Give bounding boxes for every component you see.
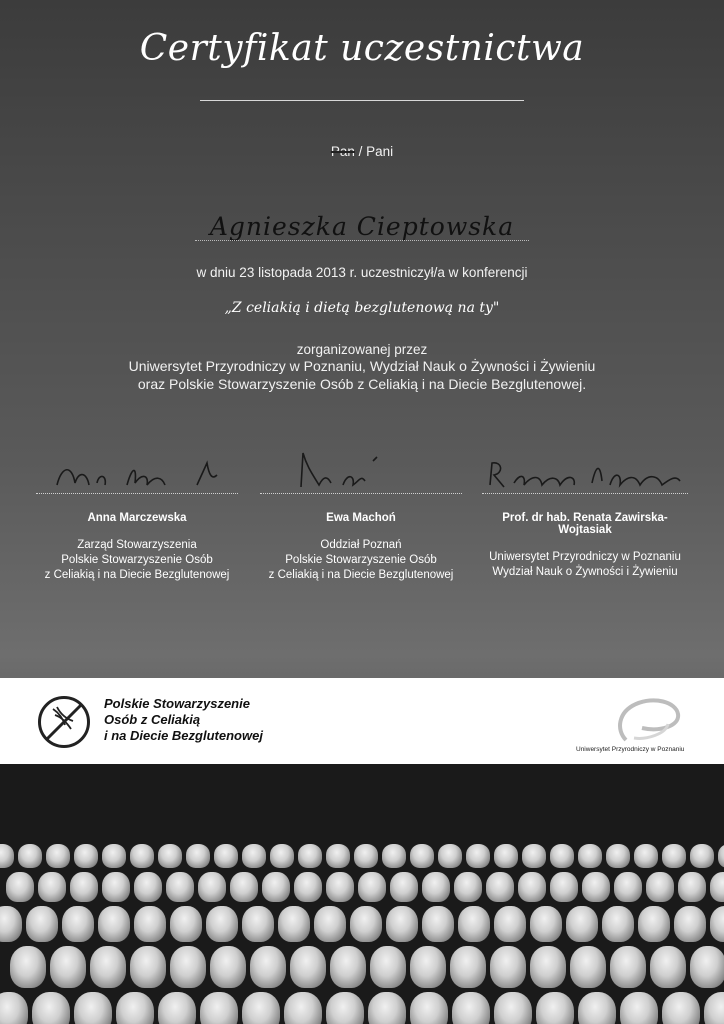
corn-kernel	[718, 844, 724, 868]
signatory-3-role-line-2: Wydział Nauk o Żywności i Żywieniu	[492, 566, 678, 578]
corn-kernel	[704, 992, 724, 1024]
corn-kernel	[166, 872, 194, 902]
signature-1-scribble	[37, 445, 237, 493]
corn-kernel	[206, 906, 238, 942]
conference-title: „Z celiakią i dietą bezglutenową na ty"	[224, 300, 500, 316]
corn-kernel	[410, 992, 448, 1024]
corn-kernel	[370, 946, 406, 988]
corn-kernel	[354, 844, 378, 868]
date-line: w dniu 23 listopada 2013 r. uczestniczył/a w konferencji	[196, 265, 528, 280]
corn-kernel	[530, 946, 566, 988]
corn-kernel	[98, 906, 130, 942]
corn-kernel	[0, 992, 28, 1024]
signatory-1-name: Anna Marczewska	[87, 512, 187, 524]
corn-kernel	[566, 906, 598, 942]
corn-kernel	[284, 992, 322, 1024]
signature-2	[256, 445, 466, 493]
corn-kernel	[350, 906, 382, 942]
corn-kernel	[518, 872, 546, 902]
corn-kernel	[326, 992, 364, 1024]
corn-kernel	[570, 946, 606, 988]
corn-kernel	[90, 946, 126, 988]
corn-kernel	[116, 992, 154, 1024]
corn-kernel	[494, 844, 518, 868]
corn-kernel	[200, 992, 238, 1024]
signatory-2-role-line-1: Oddział Poznań	[320, 539, 402, 551]
corn-kernel	[368, 992, 406, 1024]
signatory-2-role-line-2: Polskie Stowarzyszenie Osób	[285, 554, 437, 566]
corn-kernel	[0, 906, 22, 942]
signature-1-line	[36, 493, 238, 494]
corn-kernel	[130, 844, 154, 868]
corn-kernel	[294, 872, 322, 902]
corn-kernel	[578, 992, 616, 1024]
crossed-grain-icon	[41, 699, 87, 745]
corn-photo	[0, 764, 724, 1024]
corn-kernel	[32, 992, 70, 1024]
corn-kernel	[298, 844, 322, 868]
signatory-3	[478, 445, 692, 580]
corn-kernel	[10, 946, 46, 988]
corn-kernel	[170, 906, 202, 942]
salutation-struck: Pan	[330, 144, 355, 159]
association-line-1: Polskie Stowarzyszenie	[104, 696, 250, 711]
signature-2-line	[260, 493, 462, 494]
corn-kernel	[6, 872, 34, 902]
title-divider	[200, 100, 524, 101]
corn-kernel	[242, 844, 266, 868]
signature-2-scribble	[261, 445, 461, 493]
corn-kernel	[486, 872, 514, 902]
corn-kernel	[662, 992, 700, 1024]
corn-kernel	[158, 844, 182, 868]
corn-kernel	[454, 872, 482, 902]
corn-kernel	[536, 992, 574, 1024]
corn-kernel	[210, 946, 246, 988]
corn-kernel	[410, 844, 434, 868]
corn-kernel	[620, 992, 658, 1024]
corn-kernel	[158, 992, 196, 1024]
corn-kernel	[358, 872, 386, 902]
signatory-1-role-line-3: z Celiakią i na Diecie Bezglutenowej	[44, 569, 230, 581]
corn-kernel	[634, 844, 658, 868]
corn-kernel	[326, 872, 354, 902]
organizer-university: Uniwersytet Przyrodniczy w Poznaniu, Wydział Nauk o Żywności i Żywieniu	[128, 358, 596, 374]
corn-kernel	[530, 906, 562, 942]
corn-kernel	[330, 946, 366, 988]
signatory-2-role-line-3: z Celiakią i na Diecie Bezglutenowej	[268, 569, 454, 581]
corn-kernel	[230, 872, 258, 902]
corn-kernel	[386, 906, 418, 942]
corn-kernel	[26, 906, 58, 942]
corn-kernel	[466, 844, 490, 868]
corn-kernel	[134, 906, 166, 942]
corn-kernel	[214, 844, 238, 868]
corn-kernel	[242, 906, 274, 942]
corn-kernel	[494, 992, 532, 1024]
name-dotted-line	[195, 240, 529, 241]
corn-kernel	[170, 946, 206, 988]
signatory-3-role	[478, 550, 692, 580]
corn-kernel	[0, 844, 14, 868]
association-line-2: Osób z Celiakią	[104, 712, 201, 727]
corn-kernel	[674, 906, 706, 942]
corn-kernel	[390, 872, 418, 902]
organizer-association: oraz Polskie Stowarzyszenie Osób z Celiakią i na Diecie Bezglutenowej.	[137, 376, 587, 392]
corn-kernel	[710, 872, 724, 902]
logo-banner	[0, 678, 724, 764]
corn-kernel	[662, 844, 686, 868]
corn-kernel	[410, 946, 446, 988]
corn-kernel	[690, 844, 714, 868]
corn-kernel	[602, 906, 634, 942]
corn-kernel	[290, 946, 326, 988]
corn-kernel	[690, 946, 724, 988]
corn-kernel	[326, 844, 350, 868]
corn-kernel	[74, 844, 98, 868]
corn-kernel	[582, 872, 610, 902]
signatory-1-role	[32, 538, 242, 583]
corn-kernel	[262, 872, 290, 902]
salutation	[0, 144, 724, 159]
corn-kernel	[270, 844, 294, 868]
corn-kernel	[422, 906, 454, 942]
corn-kernel	[70, 872, 98, 902]
participant-name: Agnieszka Cieptowska	[209, 212, 515, 241]
corn-kernel	[46, 844, 70, 868]
corn-kernel	[550, 844, 574, 868]
signatory-2-name: Ewa Machoń	[326, 512, 396, 524]
corn-kernel	[102, 844, 126, 868]
corn-kernel	[198, 872, 226, 902]
signature-3-scribble	[480, 445, 690, 493]
corn-kernel	[278, 906, 310, 942]
signatory-1-role-line-2: Polskie Stowarzyszenie Osób	[61, 554, 213, 566]
corn-kernel	[422, 872, 450, 902]
corn-kernel	[450, 946, 486, 988]
corn-kernel	[452, 992, 490, 1024]
signatory-1	[32, 445, 242, 583]
corn-kernel	[646, 872, 674, 902]
university-logo-icon	[606, 690, 686, 746]
corn-kernel	[134, 872, 162, 902]
corn-kernel	[62, 906, 94, 942]
corn-kernel	[650, 946, 686, 988]
corn-kernel	[638, 906, 670, 942]
corn-kernel	[74, 992, 112, 1024]
corn-kernel	[610, 946, 646, 988]
corn-kernel	[18, 844, 42, 868]
organized-by: zorganizowanej przez	[296, 342, 428, 357]
corn-kernel	[250, 946, 286, 988]
association-line-3: i na Diecie Bezglutenowej	[104, 728, 263, 743]
gluten-free-logo-icon	[38, 696, 90, 748]
corn-kernel	[494, 906, 526, 942]
certificate-title: Certyfikat uczestnictwa	[139, 28, 585, 69]
corn-kernel	[458, 906, 490, 942]
signatory-3-role-line-1: Uniwersytet Przyrodniczy w Poznaniu	[489, 551, 681, 563]
corn-kernel	[102, 872, 130, 902]
corn-kernel	[710, 906, 724, 942]
corn-kernel	[678, 872, 706, 902]
signature-1	[32, 445, 242, 493]
corn-kernel	[614, 872, 642, 902]
salutation-rest: / Pani	[354, 144, 394, 159]
association-logo-text	[104, 696, 263, 744]
corn-kernel	[438, 844, 462, 868]
corn-kernel	[130, 946, 166, 988]
corn-kernel	[38, 872, 66, 902]
corn-kernel	[490, 946, 526, 988]
corn-kernel	[314, 906, 346, 942]
corn-kernel	[186, 844, 210, 868]
corn-kernel	[382, 844, 406, 868]
signature-3	[478, 445, 692, 493]
signatory-1-role-line-1: Zarząd Stowarzyszenia	[77, 539, 197, 551]
corn-kernel	[50, 946, 86, 988]
university-label: Uniwersytet Przyrodniczy w Poznaniu	[576, 746, 685, 753]
signatory-3-name: Prof. dr hab. Renata Zawirska-Wojtasiak	[502, 512, 668, 536]
signature-3-line	[482, 493, 688, 494]
corn-kernel	[606, 844, 630, 868]
signatory-2	[256, 445, 466, 583]
corn-kernel	[242, 992, 280, 1024]
signatory-2-role	[256, 538, 466, 583]
corn-kernel	[522, 844, 546, 868]
corn-kernel	[578, 844, 602, 868]
corn-kernel	[550, 872, 578, 902]
